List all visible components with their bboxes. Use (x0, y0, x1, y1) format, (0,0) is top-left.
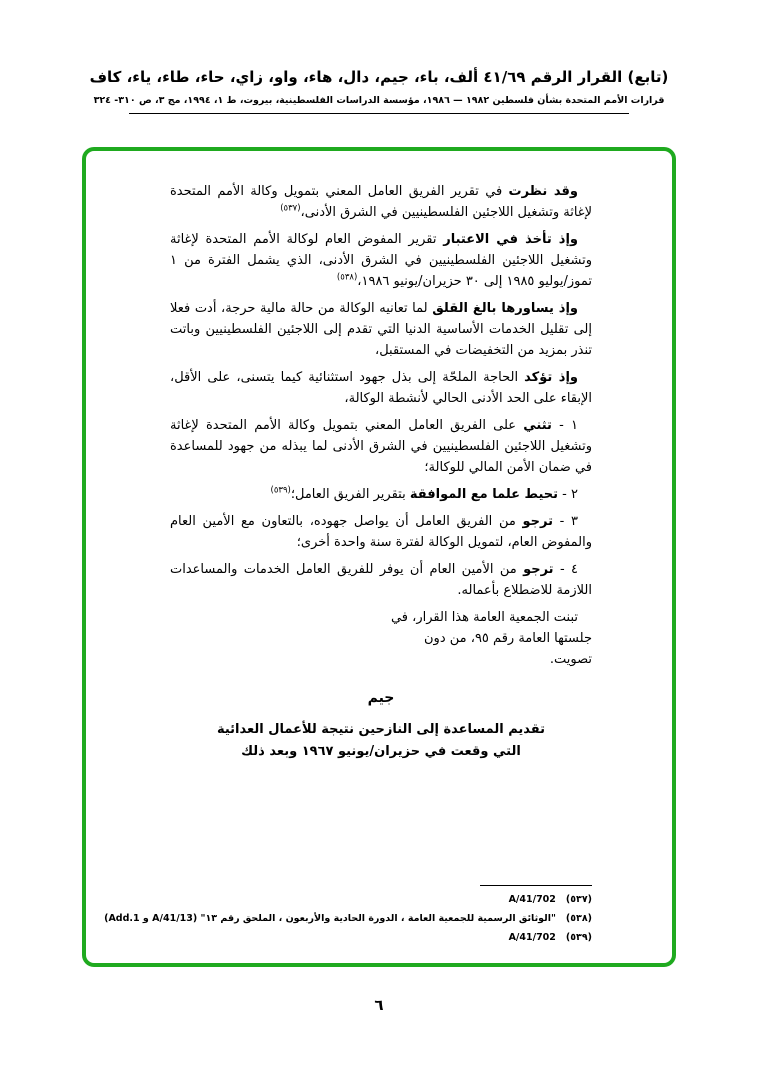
document-title: (تابع) القرار الرقم ٤١/٦٩ ألف، باء، جيم، دال، هاء، واو، زاي، حاء، طاء، ياء، كاف (89, 68, 669, 86)
section-letter: جيم (367, 690, 395, 706)
paragraph-text: لما تعانيه الوكالة من حالة مالية حرجة، أدت فعلا إلى تقليل الخدمات الأساسية الدنيا التي تقدم إلى اللاجئين الفلسطينيين وباتت تنذر بمزيد من التخفيضات في المستقبل، (170, 301, 592, 358)
paragraph-prefix: ٤ - (553, 562, 578, 577)
paragraph-lead: ترجو (522, 514, 553, 529)
paragraph-lead: وقد نظرت (508, 184, 579, 199)
adoption-note: تبنت الجمعية العامة هذا القرار، في جلستها العامة رقم ٩٥، من دون تصويت. (390, 610, 592, 667)
paragraph-prefix: ١ - (551, 418, 578, 433)
paragraph-lead: وإذ يساورها بالغ القلق (432, 301, 579, 316)
paragraph-preambular-1 (170, 181, 592, 223)
paragraph-operative-2 (170, 484, 592, 505)
document-header (0, 68, 758, 114)
footnote-number: (٥٣٩) (565, 932, 592, 943)
footnote-divider (480, 885, 592, 886)
paragraph-operative-3 (170, 511, 592, 553)
page-number: ٦ (374, 996, 384, 1014)
paragraph-prefix: ٢ - (558, 487, 578, 502)
header-divider (129, 113, 629, 114)
paragraph-text: الحاجة الملحّة إلى بذل جهود استثنائية كيما يتسنى، على الأقل، الإبقاء على الحد الأدنى الحالي لأنشطة الوكالة، (170, 370, 592, 406)
paragraph-operative-1 (170, 415, 592, 478)
footnote-item-537 (170, 892, 592, 908)
paragraph-text: من الأمين العام أن يوفر للفريق العامل الخدمات والمساعدات اللازمة للاضطلاع بأعماله. (170, 562, 592, 598)
paragraph-preambular-3 (170, 298, 592, 361)
document-source-line: قرارات الأمم المتحدة بشأن فلسطين ١٩٨٢ — ١٩٨٦، مؤسسة الدراسات الفلسطينية، بيروت، ط ١، ١٩٩٤، مج ٣، ص ٣١٠- ٣٢٤ (93, 95, 665, 106)
paragraph-lead: ترجو (523, 562, 554, 577)
paragraph-preambular-4 (170, 367, 592, 409)
paragraph-text: تقرير المفوض العام لوكالة الأمم المتحدة لإغاثة وتشغيل اللاجئين الفلسطينيين في الشرق الأدنى، الذي يشمل الفترة من ١ تموز/يوليو ١٩٨٥ إلى ٣٠ حزيران/يونيو ١٩٨٦، (170, 232, 592, 289)
paragraph-preambular-2 (170, 229, 592, 292)
footnote-item-539 (170, 930, 592, 946)
section-title: تقديم المساعدة إلى النازحين نتيجة للأعمال العدائية التي وقعت في حزيران/يونيو ١٩٦٧ وبعد ذلك (216, 722, 546, 759)
paragraph-text: من الفريق العامل أن يواصل جهوده، بالتعاون مع الأمين العام والمفوض العام، لتمويل الوكالة لفترة سنة واحدة أخرى؛ (170, 514, 592, 550)
footnote-marker-537: (٥٣٧) (280, 203, 301, 214)
paragraph-text: في تقرير الفريق العامل المعني بتمويل وكالة الأمم المتحدة لإغاثة وتشغيل اللاجئين الفلسطينيين في الشرق الأدنى، (170, 184, 592, 220)
footnote-marker-539: (٥٣٩) (270, 485, 291, 496)
footnote-text: "الوثائق الرسمية للجمعية العامة ، الدورة الحادية والأربعون ، الملحق رقم ١٣" (A/41/13 و Add.1) (104, 913, 556, 924)
content-frame (82, 147, 676, 967)
paragraph-text: بتقرير الفريق العامل؛ (290, 487, 410, 502)
footnotes-block (104, 885, 592, 949)
footnote-text: A/41/702 (508, 932, 556, 943)
paragraph-lead: وإذ تؤكد (524, 370, 578, 385)
footnote-number: (٥٣٨) (565, 913, 592, 924)
paragraph-text: على الفريق العامل المعني بتمويل وكالة الأمم المتحدة لإغاثة وتشغيل اللاجئين الفلسطينيين في الشرق الأدنى لما يبذله من جهود للمساعدة في ضمان الأمن المالي للوكالة؛ (170, 418, 592, 475)
footnote-text: A/41/702 (508, 894, 556, 905)
footnote-number: (٥٣٧) (565, 894, 592, 905)
paragraph-prefix: ٣ - (552, 514, 578, 529)
paragraph-lead: تحيط علما مع الموافقة (409, 487, 559, 502)
paragraph-lead: وإذ تأخذ في الاعتبار (443, 232, 579, 247)
paragraph-operative-4 (170, 559, 592, 601)
resolution-text (104, 181, 592, 949)
paragraph-lead: تثني (523, 418, 552, 433)
footnote-item-538 (104, 911, 592, 927)
footnote-marker-538: (٥٣٨) (336, 272, 358, 283)
